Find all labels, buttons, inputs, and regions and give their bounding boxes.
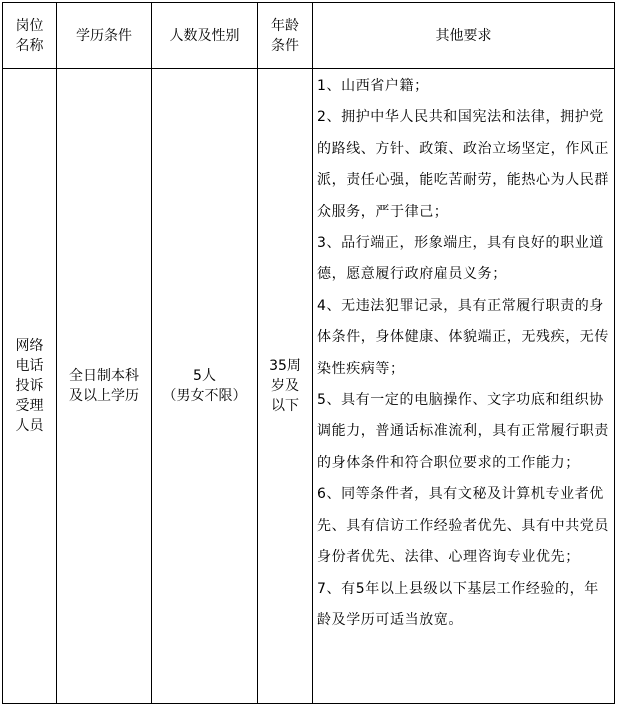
- header-age-text: 年龄条件: [271, 17, 299, 54]
- header-row: [3, 3, 615, 69]
- requirement-item: 1、山西省户籍；: [317, 78, 429, 94]
- header-education: [57, 3, 152, 69]
- requirement-item: 5、具有一定的电脑操作、文字功底和组织协调能力，普通话标准流利，具有正常履行职责的身体条件和符合职位要求的工作能力；: [317, 392, 609, 471]
- education-text: 全日制本科及以上学历: [69, 368, 139, 404]
- headcount-text: 5人: [193, 368, 216, 384]
- table-row: [3, 69, 615, 704]
- position-name-text: 网络电话投诉受理人员: [15, 338, 44, 434]
- cell-position-name: [3, 69, 57, 704]
- header-headcount-gender: [152, 3, 258, 69]
- cell-other-requirements: [313, 69, 615, 704]
- requirement-item: 4、无违法犯罪记录，具有正常履行职责的身体条件，身体健康、体貌端正，无残疾，无传染性疾病等；: [317, 297, 609, 377]
- header-headcount-gender-text: 人数及性别: [169, 27, 240, 44]
- cell-headcount-gender: [152, 69, 258, 704]
- header-position-name-text: 岗位名称: [15, 17, 44, 54]
- header-education-text: 学历条件: [76, 27, 132, 44]
- age-text: 35周岁及以下: [269, 358, 301, 414]
- header-other-text: 其他要求: [435, 27, 492, 44]
- requirement-item: 6、同等条件者，具有文秘及计算机专业者优先、具有信访工作经验者优先、具有中共党员身份者优先、法律、心理咨询专业优先；: [317, 486, 609, 566]
- cell-education: [57, 69, 152, 704]
- cell-age: [258, 69, 313, 704]
- requirement-item: 7、有5年以上县级以下基层工作经验的，年龄及学历可适当放宽。: [317, 580, 599, 628]
- requirement-item: 2、拥护中华人民共和国宪法和法律，拥护党的路线、方针、政策、政治立场坚定，作风正派，责任心强，能吃苦耐劳，能热心为人民群众服务，严于律己；: [317, 109, 609, 220]
- recruitment-table: [2, 2, 615, 704]
- header-other: [313, 3, 615, 69]
- gender-text: （男女不限）: [162, 388, 247, 404]
- header-position-name: [3, 3, 57, 69]
- requirement-item: 3、品行端正，形象端庄，具有良好的职业道德，愿意履行政府雇员义务；: [317, 235, 604, 283]
- header-age: [258, 3, 313, 69]
